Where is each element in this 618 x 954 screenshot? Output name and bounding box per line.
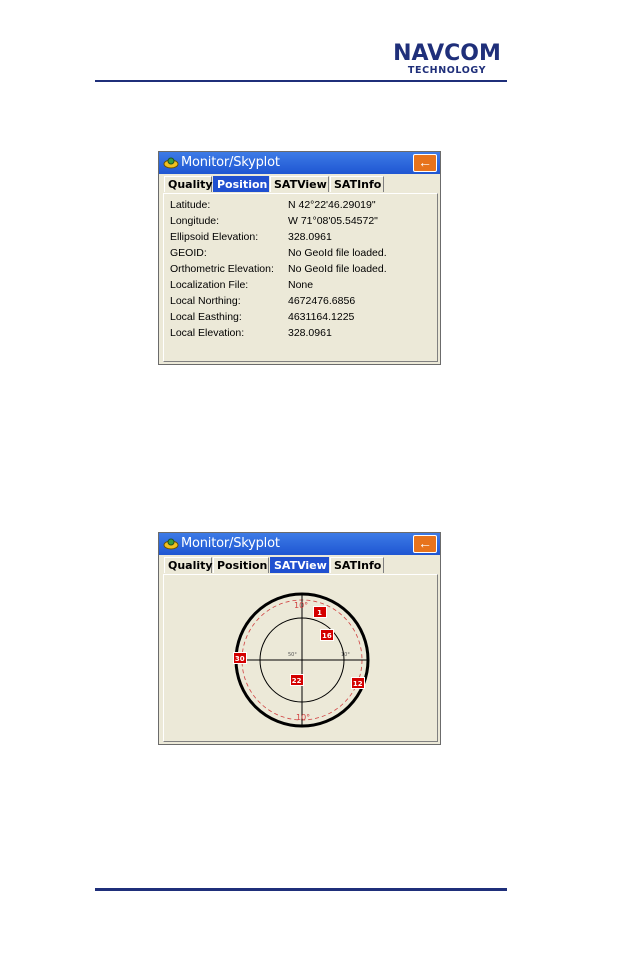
tab-quality[interactable]: Quality	[164, 176, 212, 192]
arrow-left-icon: ←	[418, 535, 432, 551]
satellite-marker[interactable]: 1	[313, 606, 327, 618]
row-value: 4672476.6856	[288, 295, 356, 307]
tab-position[interactable]: Position	[213, 176, 269, 192]
arrow-left-icon: ←	[418, 154, 432, 170]
satellite-app-icon	[163, 155, 179, 171]
title-bar	[159, 152, 440, 174]
back-button[interactable]	[413, 154, 437, 172]
ring-label-inner-right: 10°	[341, 652, 350, 658]
window-title: Monitor/Skyplot	[181, 155, 280, 170]
tab-satview[interactable]: SATView	[270, 176, 329, 192]
position-panel	[163, 193, 438, 362]
satellite-app-icon	[163, 536, 179, 552]
row-value: W 71°08'05.54572"	[288, 215, 378, 227]
title-bar	[159, 533, 440, 555]
row-label: Localization File:	[170, 279, 249, 291]
row-label: GEOID:	[170, 247, 207, 259]
skyplot-panel	[163, 574, 438, 742]
tab-satinfo[interactable]: SATInfo	[330, 176, 384, 192]
row-value: None	[288, 279, 314, 291]
tab-satinfo[interactable]: SATInfo	[330, 557, 384, 573]
header-rule	[95, 80, 507, 82]
row-value: No GeoId file loaded.	[288, 263, 387, 275]
row-value: No GeoId file loaded.	[288, 247, 387, 259]
tab-bar	[159, 176, 440, 193]
ring-label-bottom: 10°	[296, 713, 311, 722]
back-button[interactable]	[413, 535, 437, 553]
row-label: Local Elevation:	[170, 327, 245, 339]
row-label: Local Northing:	[170, 295, 241, 307]
row-label: Ellipsoid Elevation:	[170, 231, 259, 243]
row-label: Longitude:	[170, 215, 220, 227]
row-label: Latitude:	[170, 199, 211, 211]
window-title: Monitor/Skyplot	[181, 536, 280, 551]
logo-main-text: NAVCOM	[393, 41, 501, 66]
satellite-marker[interactable]: 16	[320, 629, 334, 641]
tab-quality[interactable]: Quality	[164, 557, 212, 573]
position-window	[158, 151, 441, 365]
satellite-marker[interactable]: 30	[233, 652, 247, 664]
row-value: 328.0961	[288, 327, 332, 339]
satellite-marker[interactable]: 12	[351, 677, 365, 689]
footer-rule	[95, 888, 507, 891]
row-value: 4631164.1225	[288, 311, 355, 323]
row-value: 328.0961	[288, 231, 332, 243]
ring-label-top: 10°	[294, 601, 309, 610]
tab-position[interactable]: Position	[213, 557, 269, 573]
logo-sub-text: TECHNOLOGY	[407, 65, 487, 76]
satview-window	[158, 532, 441, 745]
row-label: Orthometric Elevation:	[170, 263, 274, 275]
ring-label-inner-left: 50°	[288, 652, 297, 658]
navcom-logo	[386, 43, 508, 76]
tab-bar	[159, 557, 440, 574]
satellite-marker[interactable]: 22	[290, 674, 304, 686]
row-value: N 42°22'46.29019"	[288, 199, 376, 211]
tab-satview[interactable]: SATView	[270, 557, 329, 573]
row-label: Local Easthing:	[170, 311, 242, 323]
satellite-layer	[164, 575, 441, 743]
